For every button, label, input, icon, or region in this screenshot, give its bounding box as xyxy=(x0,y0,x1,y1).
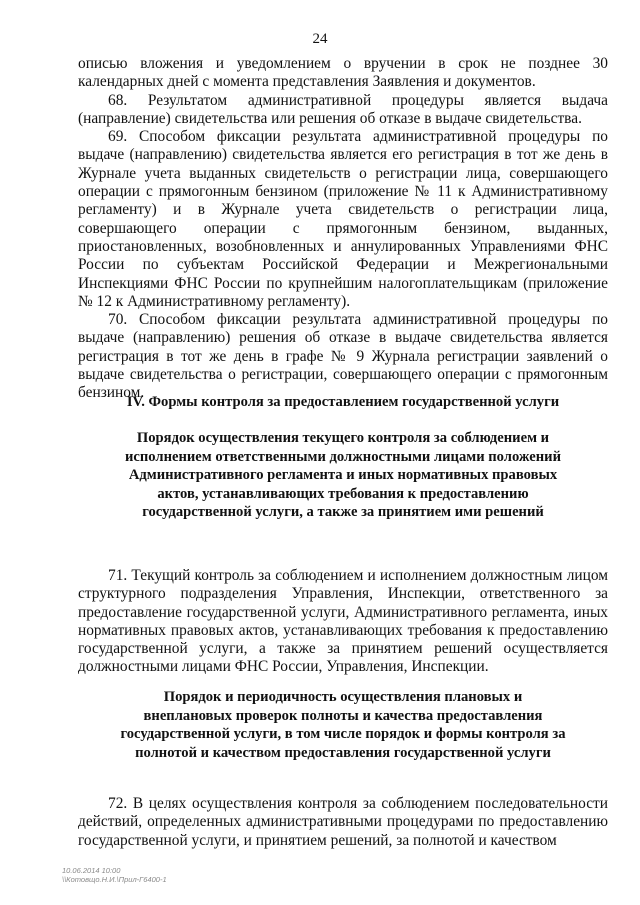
continuation-paragraph: описью вложения и уведомлением о вручении в срок не позднее 30 календарных дней с момента представления Заявления и документов. xyxy=(78,55,608,91)
document-footer xyxy=(62,866,167,884)
body-text-71 xyxy=(78,567,608,677)
page-number: 24 xyxy=(312,31,328,47)
paragraph-69: 69. Способом фиксации результата административной процедуры по выдаче (направлению) свидетельства является его регистрация в тот же день в Журнале учета выданных свидетельств о регистрации лица, совершающего операции с прямогонным бензином (приложение № 11 к Административному регламенту) и в Журнале учета свидетельств о регистрации лица, совершающего операции с прямогонным бензином, выданных, приостановленных, возобновленных и аннулированных Управлениями ФНС России по субъектам Российской Федерации и Межрегиональными Инспекциями ФНС России по крупнейшим налогоплательщикам (приложение № 12 к Административному регламенту). xyxy=(78,128,608,310)
section-heading: IV. Формы контроля за предоставлением государственной услуги xyxy=(126,394,560,410)
paragraph-68: 68. Результатом административной процедуры является выдача (направление) свидетельства или решения об отказе в выдаче свидетельства. xyxy=(78,91,608,127)
paragraph-72: 72. В целях осуществления контроля за соблюдением последовательности действий, определенных административными процедурами по предоставлению государственной услуги, и принятием решений, за полнотой и качеством xyxy=(78,795,608,849)
footer-timestamp: 10.06.2014 10:00 xyxy=(62,866,121,875)
body-text-72 xyxy=(78,795,608,850)
footer-file-path: \\Котовщо.Н.И.\Прил-Г6400-1 xyxy=(62,875,167,884)
body-text-top xyxy=(78,55,608,403)
paragraph-71: 71. Текущий контроль за соблюдением и исполнением должностным лицом структурного подразделения Управления, Инспекции, ответственного за предоставление государственной услуги, Административного регламента, иных нормативных правовых актов, устанавливающих требования к предоставлению государственной услуги, а также за принятием решений осуществляется должностными лицами ФНС России, Управления, Инспекции. xyxy=(78,567,608,676)
paragraph-70: 70. Способом фиксации результата административной процедуры по выдаче (направлению) решения об отказе в выдаче свидетельства является регистрация в тот же день в графе № 9 Журнала регистрации заявлений о выдаче свидетельства о регистрации, совершающего операции с прямогонным бензином. xyxy=(78,311,608,402)
subsection-heading-inspections: Порядок и периодичность осуществления плановых и внеплановых проверок полноты и качества предоставления государственной услуги, в том числе порядок и формы контроля за полнотой и качеством предоставления государственной услуги xyxy=(120,689,566,761)
subsection-heading-current-control: Порядок осуществления текущего контроля за соблюдением и исполнением ответственными должностными лицами положений Административного регламента и иных нормативных правовых актов, устанавливающих требования к предоставлению государственной услуги, а также за принятием ими решений xyxy=(125,430,561,521)
